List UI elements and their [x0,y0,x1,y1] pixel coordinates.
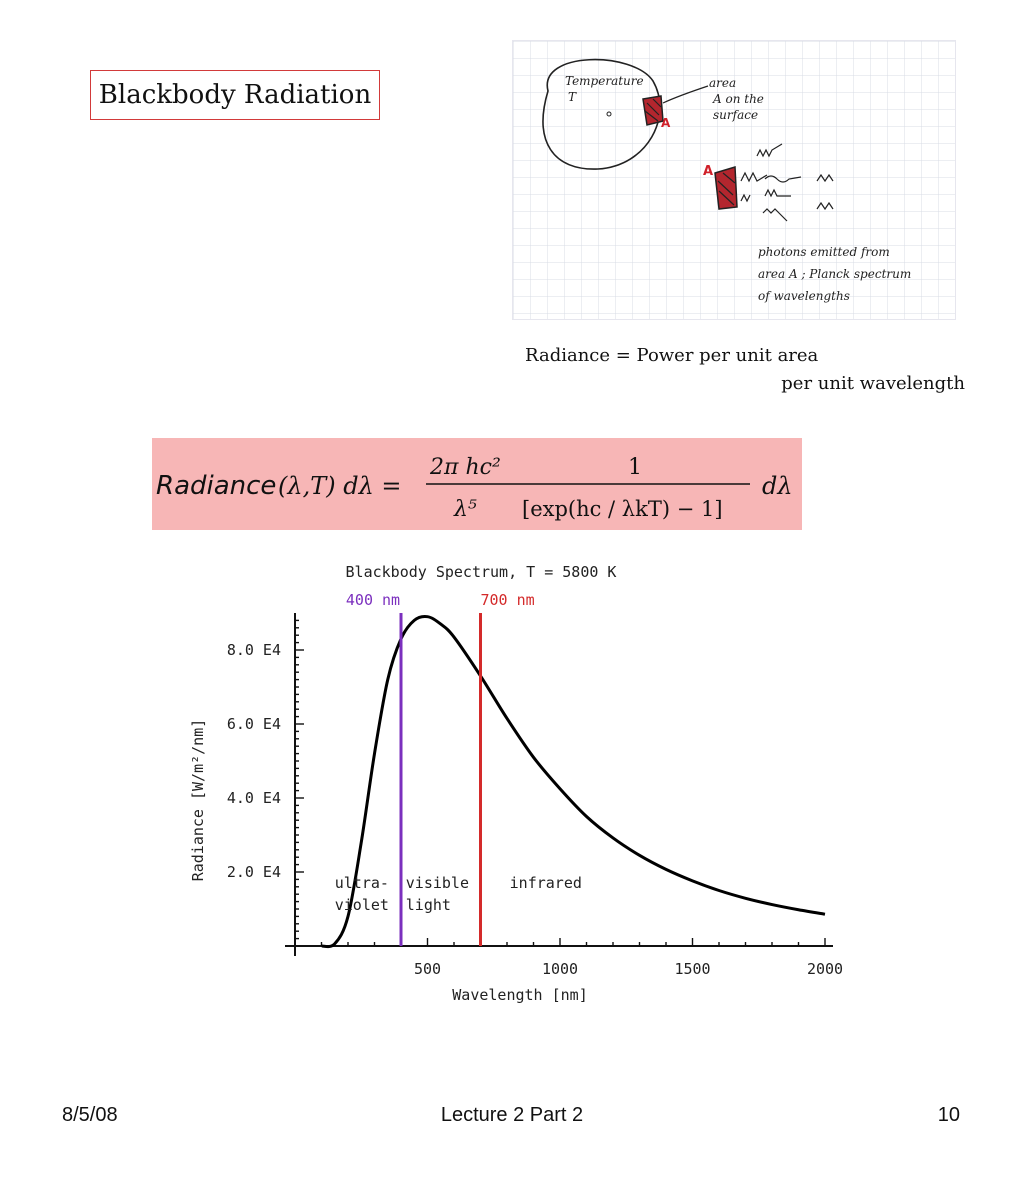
footer-date: 8/5/08 [62,1104,118,1126]
radiance-definition [525,342,970,398]
radiance-curve [322,616,826,946]
sphere-label-2: T [568,90,577,104]
sphere-label-1: Temperature [565,74,644,88]
x-tick-label: 2000 [806,960,844,978]
chart-title: Blackbody Spectrum, T = 5800 K [345,563,617,581]
photons-label-3: of wavelengths [758,289,850,303]
y-tick-label: 2.0 E4 [226,863,281,881]
x-tick-label: 1500 [674,960,711,978]
y-axis-label: Radiance [W/m²/nm] [189,718,207,882]
wavelength-marker-label-700: 700 nm [480,591,535,609]
formula-frac2-denominator: [exp(hc / λkT) − 1] [522,497,723,521]
x-tick-label: 500 [413,960,442,978]
region-label-line1: visible [405,874,469,892]
photons-label-1: photons emitted from [758,245,890,259]
radiance-definition-line1: Radiance = Power per unit area [525,345,819,366]
area-marker-2: A [703,164,714,179]
region-label-line1: ultra- [334,874,389,892]
photons-label-2: area A ; Planck spectrum [758,267,912,281]
footer-lecture: Lecture 2 Part 2 [440,1104,584,1126]
area-marker-1: A [661,116,671,130]
region-label-line2: violet [334,896,389,914]
slide-title: Blackbody Radiation [90,70,380,120]
hand-sketch [512,40,956,320]
formula-tail: dλ [762,472,793,500]
formula-lhs-args: (λ,T) dλ = [278,472,402,500]
area-label-3: surface [713,108,759,122]
radiance-definition-line2: per unit wavelength [781,373,965,394]
blackbody-chart [175,555,855,1015]
y-tick-label: 4.0 E4 [226,789,281,807]
area-label-2: A on the [713,92,764,106]
formula-frac1-numerator: 2π hc² [430,455,501,480]
formula-frac2-numerator: 1 [628,455,642,480]
chart-svg [175,555,855,1010]
region-label-line2: light [405,896,451,914]
sketch-drawing [513,41,955,319]
x-tick-label: 1000 [541,960,579,978]
formula-lhs-word: Radiance [156,471,277,501]
x-axis-label: Wavelength [nm] [452,986,588,1004]
wavelength-marker-label-400: 400 nm [345,591,401,609]
surface-area-patch [643,96,663,125]
y-tick-label: 8.0 E4 [226,641,281,659]
formula-frac1-denominator: λ⁵ [454,497,477,522]
y-tick-label: 6.0 E4 [226,715,281,733]
region-label-line1: infrared [509,874,582,892]
planck-formula [152,438,802,530]
area-label-1: area [709,76,737,90]
footer-page-number: 10 [937,1104,960,1126]
